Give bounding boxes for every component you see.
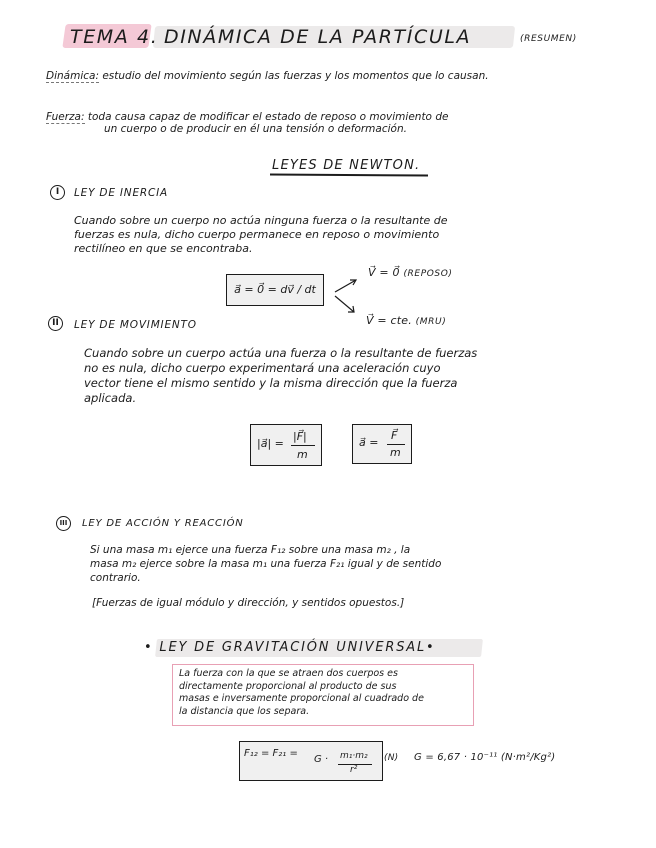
law3-heading: LEY DE ACCIÓN Y REACCIÓN [82, 518, 244, 529]
grav-formula-num: m₁·m₂ [340, 751, 368, 761]
law1-line3: rectilíneo en que se encontraba. [74, 242, 253, 255]
fuerza-term: Fuerza: [46, 111, 85, 123]
dinamica-text: estudio del movimiento según las fuerzas y los momentos que lo causan. [102, 70, 489, 82]
formula2-bar [387, 444, 405, 445]
newton-heading: LEYES DE NEWTON. [272, 158, 421, 173]
grav-formula-left: F₁₂ = F₂₁ = [244, 748, 298, 759]
law1-number: I [50, 185, 65, 200]
law1-formula-box: a⃗ = 0⃗ = dv⃗ / dt [226, 274, 324, 306]
page-title: DINÁMICA DE LA PARTÍCULA [164, 26, 472, 48]
law2-number: II [48, 316, 63, 331]
fuerza-line1: toda causa capaz de modificar el estado de reposo o movimiento de [87, 111, 449, 123]
case1-label: (REPOSO) [403, 269, 453, 279]
tema-label: TEMA 4. [70, 26, 159, 48]
fuerza-line2: un cuerpo o de producir en él una tensión o deformación. [104, 123, 407, 135]
title-suffix: (RESUMEN) [520, 34, 577, 44]
law2-formula-vector [352, 424, 412, 464]
grav-constant: G = 6,67 · 10⁻¹¹ (N·m²/Kg²) [414, 752, 556, 763]
law2-text [84, 346, 477, 406]
law3-number: III [56, 516, 71, 531]
grav-box-line1: La fuerza con la que se atraen dos cuerpos es [179, 668, 398, 679]
law2-formula-magnitude [250, 424, 322, 466]
gravitation-formula-box [239, 741, 383, 781]
gravitation-statement-box [172, 664, 474, 726]
formula2-num: F⃗ [391, 429, 398, 442]
dinamica-term: Dinámica: [46, 70, 99, 82]
grav-box-line3: masas e inversamente proporcional al cuadrado de [179, 693, 424, 704]
law3-line1: Si una masa m₁ ejerce una fuerza F₁₂ sobre una masa m₂ , la [90, 544, 411, 556]
law3-text [90, 543, 441, 585]
law3-line3: contrario. [90, 572, 141, 584]
formula2-den: m [390, 446, 401, 459]
law3-line2: masa m₂ ejerce sobre la masa m₁ una fuerza F₂₁ igual y de sentido [90, 558, 442, 570]
law2-line4: aplicada. [84, 391, 137, 405]
grav-formula-unit: (N) [384, 753, 399, 763]
grav-formula-g: G · [314, 754, 329, 765]
law2-line3: vector tiene el mismo sentido y la misma dirección que la fuerza [84, 376, 458, 390]
law1-line1: Cuando sobre un cuerpo no actúa ninguna fuerza o la resultante de [74, 214, 448, 227]
formula1-bar [291, 445, 315, 446]
gravitation-heading: • LEY DE GRAVITACIÓN UNIVERSAL• [144, 640, 436, 655]
law1-heading: LEY DE INERCIA [74, 187, 168, 199]
law2-heading: LEY DE MOVIMIENTO [74, 319, 197, 331]
formula1-left: |a⃗| = [257, 437, 284, 450]
formula1-num: |F⃗| [293, 430, 307, 443]
law2-line1: Cuando sobre un cuerpo actúa una fuerza o la resultante de fuerzas [84, 346, 478, 360]
case1-value: V⃗ = 0⃗ [368, 266, 400, 279]
grav-formula-den: r² [350, 765, 358, 775]
formula2-left: a⃗ = [359, 436, 379, 449]
case2-value: V⃗ = cte. [366, 314, 412, 327]
formula1-den: m [297, 448, 308, 461]
grav-box-line4: la distancia que los separa. [179, 705, 310, 717]
law3-note: [Fuerzas de igual módulo y dirección, y sentidos opuestos.] [92, 597, 405, 609]
grav-box-line2: directamente proporcional al producto de sus [179, 680, 397, 692]
case2-label: (MRU) [415, 317, 447, 327]
law1-line2: fuerzas es nula, dicho cuerpo permanece en reposo o movimiento [74, 228, 440, 241]
law2-line2: no es nula, dicho cuerpo experimentará una aceleración cuyo [84, 361, 441, 375]
